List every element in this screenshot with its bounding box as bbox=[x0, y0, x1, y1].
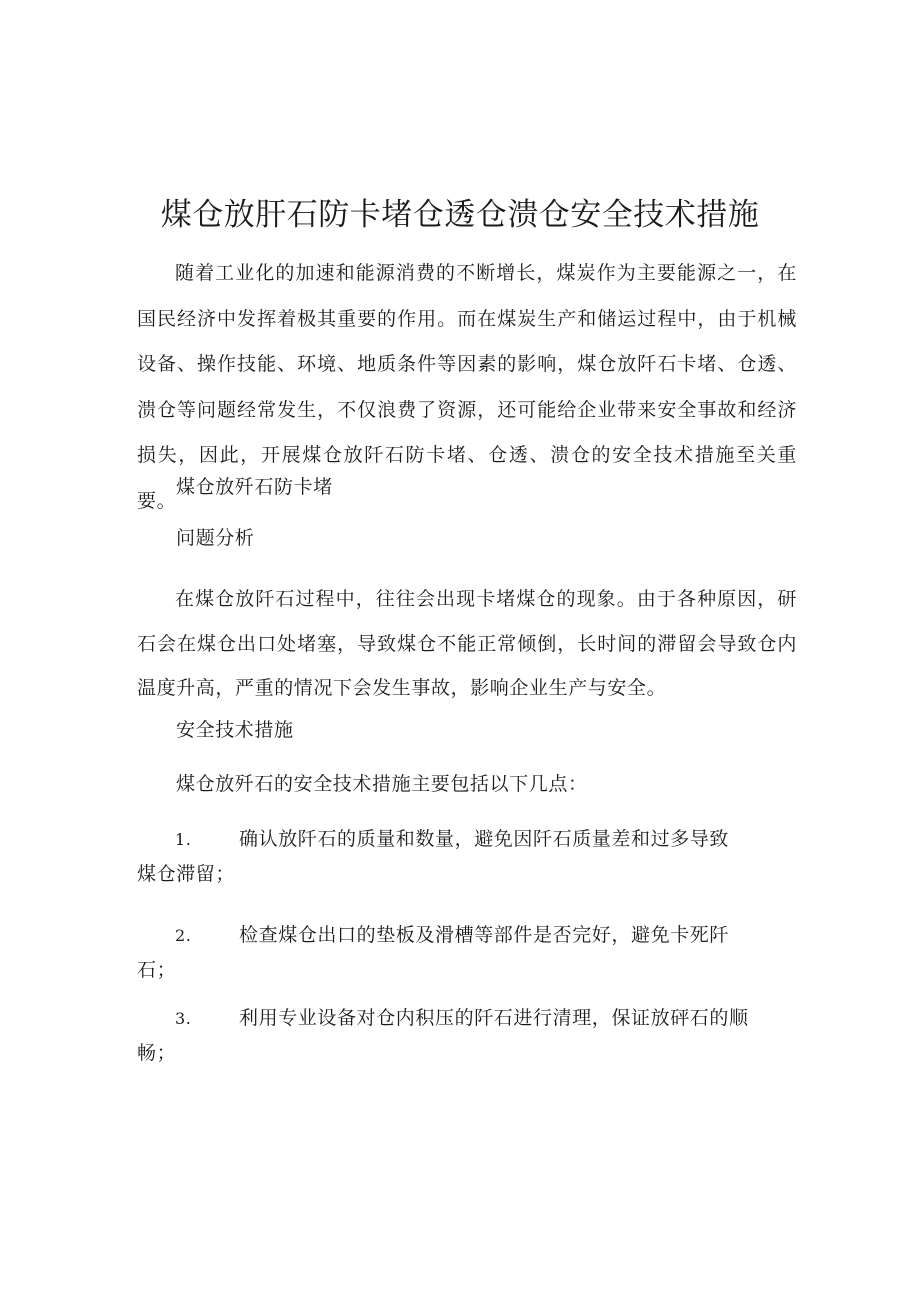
analysis-paragraph: 在煤仓放阡石过程中，往往会出现卡堵煤仓的现象。由于各种原因，研石会在煤仓出口处堵塞，导致煤仓不能正常倾倒，长时间的滞留会导致仓内温度升高，严重的情况下会发生事故，影响企业生产与安全。 bbox=[137, 588, 797, 699]
measure-number: 1. bbox=[175, 830, 192, 849]
subsection-heading-safety-measures: 安全技术措施 bbox=[176, 719, 294, 741]
measure-text-line1: 检查煤仓出口的垫板及滑槽等部件是否完好，避免卡死阡 bbox=[239, 924, 730, 946]
measure-item-2 bbox=[137, 918, 777, 987]
measure-item-1 bbox=[137, 822, 777, 891]
measures-intro: 煤仓放歼石的安全技术措施主要包括以下几点： bbox=[176, 773, 588, 795]
measure-text-line2: 畅； bbox=[137, 1042, 177, 1064]
measure-text-line1: 利用专业设备对仓内积压的阡石进行清理，保证放砰石的顺 bbox=[239, 1007, 749, 1029]
document-title: 煤仓放肝石防卡堵仓透仓溃仓安全技术措施 bbox=[160, 197, 760, 233]
section-heading-anti-blockage: 煤仓放歼石防卡堵 bbox=[176, 476, 333, 498]
measure-text-line2: 煤仓滞留； bbox=[137, 863, 236, 885]
measure-item-3 bbox=[137, 1001, 777, 1070]
measure-number: 3. bbox=[175, 1009, 192, 1028]
measure-text-line2: 石； bbox=[137, 959, 177, 981]
subsection-heading-problem-analysis: 问题分析 bbox=[176, 527, 255, 549]
measure-number: 2. bbox=[175, 926, 192, 945]
measure-text-line1: 确认放阡石的质量和数量，避免因阡石质量差和过多导致 bbox=[239, 828, 730, 850]
intro-paragraph: 随着工业化的加速和能源消费的不断增长，煤炭作为主要能源之一，在国民经济中发挥着极其重要的作用。而在煤炭生产和储运过程中，由于机械设备、操作技能、环境、地质条件等因素的影响，煤仓放阡石卡堵、仓透、溃仓等问题经常发生，不仅浪费了资源，还可能给企业带来安全事故和经济损失，因此，开展煤仓放阡石防卡堵、仓透、溃仓的安全技术措施至关重要。 bbox=[137, 262, 797, 512]
